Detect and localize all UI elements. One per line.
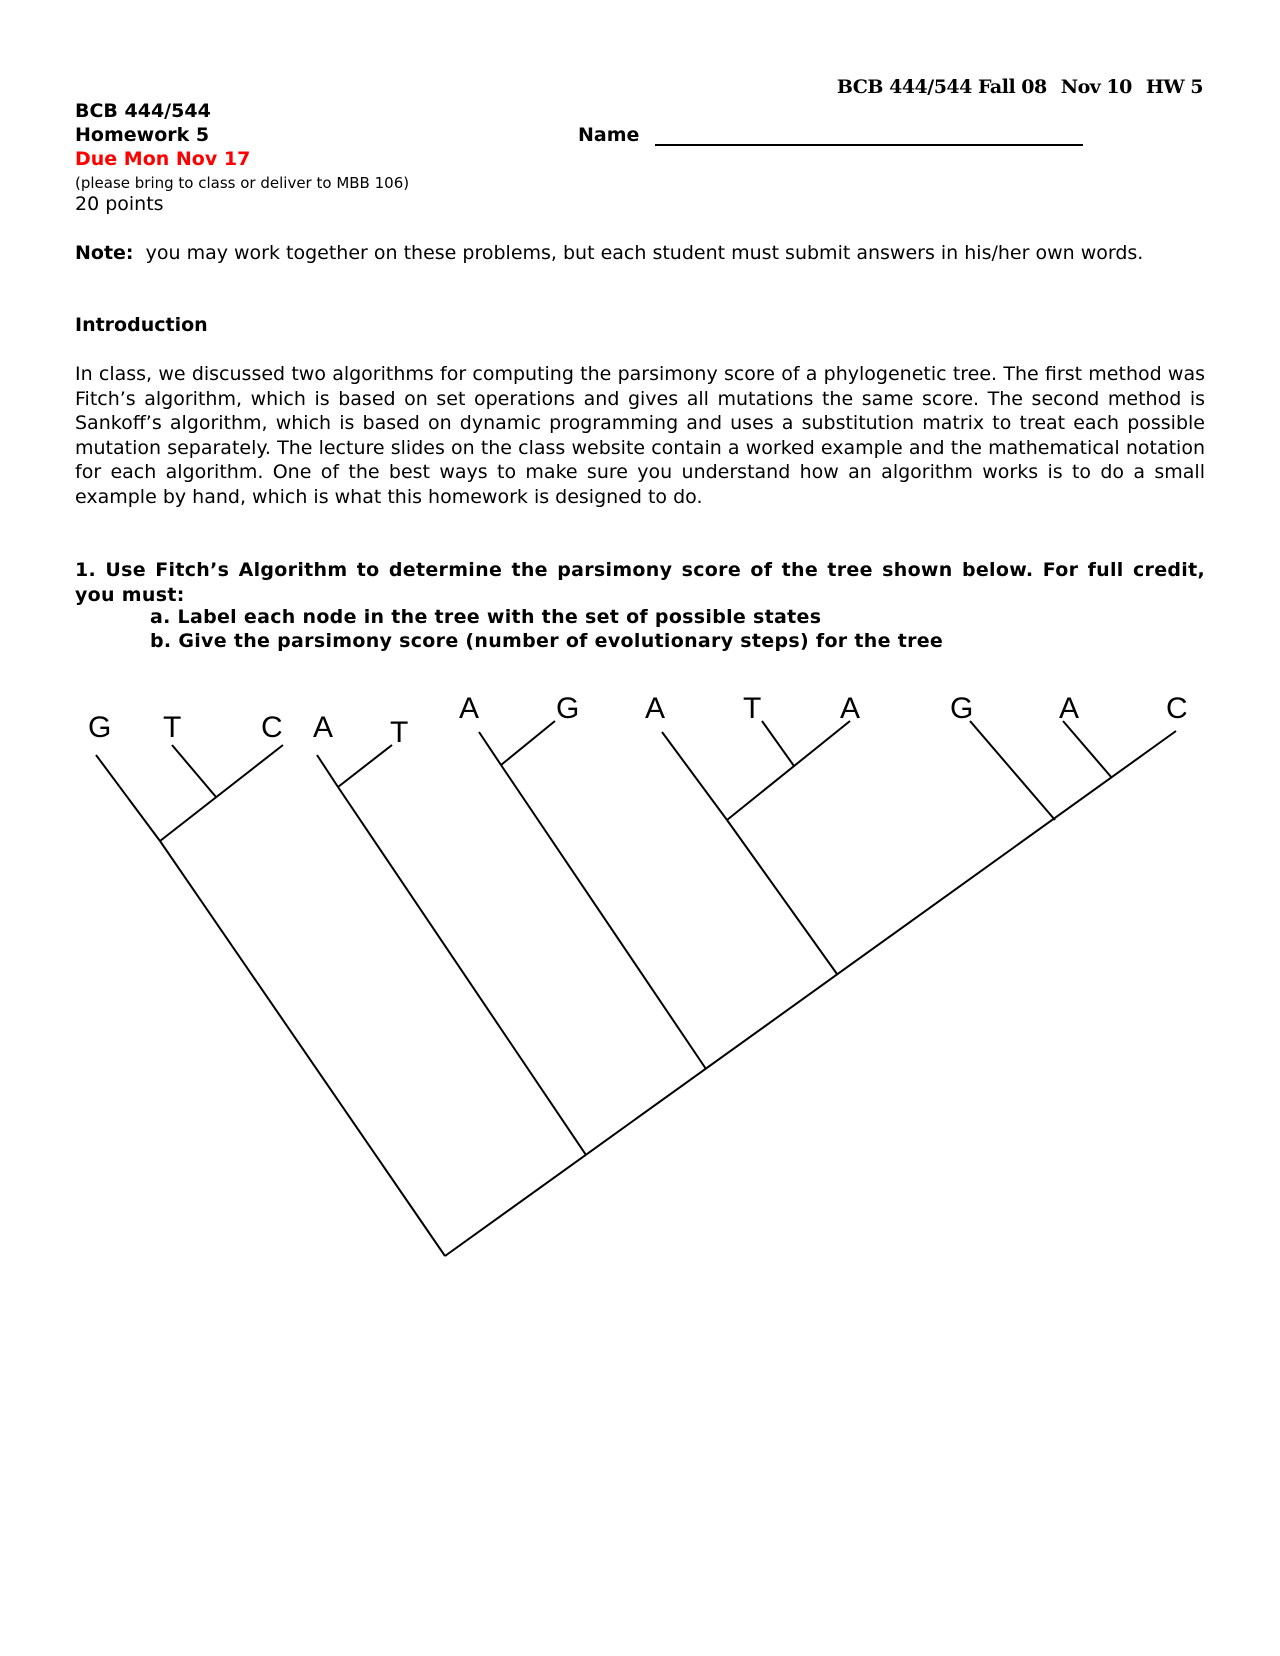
leaf-label: T	[390, 716, 409, 749]
branch	[501, 765, 706, 1069]
branch	[160, 745, 283, 841]
branch	[172, 745, 216, 797]
question-1-part-a: a. Label each node in the tree with the set of possible states	[150, 606, 822, 628]
leaf-label: C	[1166, 692, 1188, 725]
branch	[338, 745, 392, 787]
branch	[479, 732, 501, 765]
branch	[317, 755, 338, 787]
branch	[727, 721, 850, 820]
leaf-label: A	[459, 692, 480, 725]
leaf-label: A	[313, 711, 334, 744]
branch	[727, 820, 837, 974]
branch	[445, 731, 1176, 1256]
course-title: BCB 444/544	[75, 100, 211, 122]
leaf-label: A	[1059, 692, 1080, 725]
tree-leaf-labels	[88, 692, 1188, 749]
leaf-label: G	[88, 711, 112, 744]
note-text: you may work together on these problems, but each student must submit answers in his/her own words.	[145, 242, 1144, 264]
branch	[970, 721, 1055, 820]
name-label: Name	[578, 124, 640, 146]
leaf-label: T	[163, 711, 182, 744]
header-course: BCB 444/544 Fall 08	[836, 76, 1047, 98]
tree-branches	[96, 721, 1176, 1256]
points-value: 20 points	[75, 193, 164, 215]
leaf-label: G	[950, 692, 974, 725]
header-hw: HW 5	[1145, 76, 1203, 98]
leaf-label: C	[261, 711, 283, 744]
branch	[501, 721, 555, 765]
branch	[96, 755, 160, 841]
question-1: 1. Use Fitch’s Algorithm to determine the parsimony score of the tree shown below. For full credit, you must:	[75, 559, 1205, 606]
note-label: Note:	[75, 242, 134, 264]
leaf-label: A	[840, 692, 861, 725]
due-date: Due Mon Nov 17	[75, 148, 251, 170]
branch	[160, 841, 445, 1256]
question-1-part-b: b. Give the parsimony score (number of evolutionary steps) for the tree	[150, 630, 944, 652]
branch	[762, 721, 794, 766]
delivery-note: (please bring to class or deliver to MBB 106)	[75, 174, 410, 192]
branch	[1063, 721, 1112, 778]
leaf-label: A	[645, 692, 666, 725]
intro-heading: Introduction	[75, 314, 208, 336]
branch	[338, 787, 586, 1155]
leaf-label: G	[556, 692, 580, 725]
leaf-label: T	[743, 692, 762, 725]
branch	[662, 732, 727, 820]
homework-title: Homework 5	[75, 124, 210, 146]
header-date: Nov 10	[1060, 76, 1132, 98]
intro-paragraph: In class, we discussed two algorithms for computing the parsimony score of a phylogenetic tree. The first method was Fitch’s algorithm, which is based on set operations and gives all mutations the same score. The second method is Sankoff’s algorithm, which is based on dynamic programming and uses a substitution matrix to treat each possible mutation separately. The lecture slides on the class website contain a worked example and the mathematical notation for each algorithm. One of the best ways to make sure you understand how an algorithm works is to do a small example by hand, which is what this homework is designed to do.	[75, 363, 1205, 508]
